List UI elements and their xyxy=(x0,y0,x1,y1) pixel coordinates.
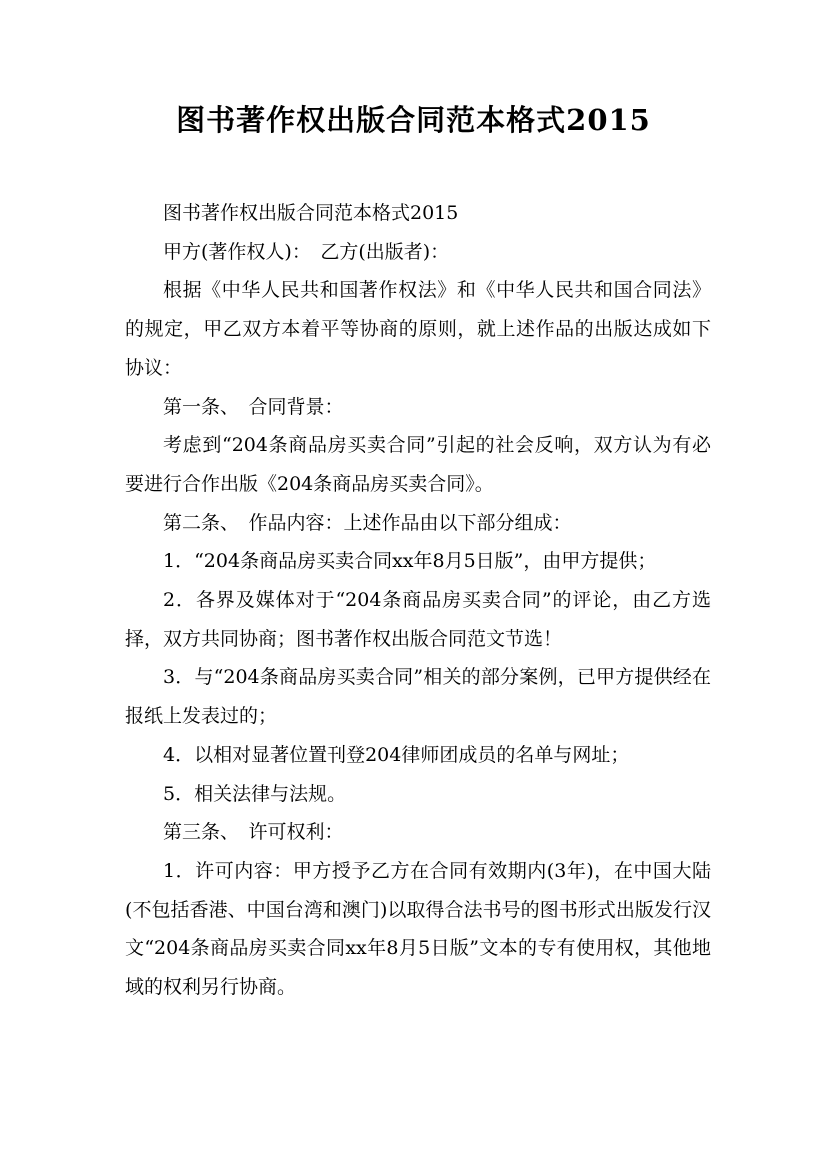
list-item: 1．许可内容：甲方授予乙方在合同有效期内(3年)，在中国大陆(不包括香港、中国台湾和澳门)以取得合法书号的图书形式出版发行汉文“204条商品房买卖合同xx年8月5日版”文本的专有使用权，其他地域的权利另行协商。 xyxy=(125,859,711,999)
document-body xyxy=(125,194,711,1007)
paragraph: 图书著作权出版合同范本格式2015 xyxy=(163,202,459,224)
paragraph: 考虑到“204条商品房买卖合同”引起的社会反响，双方认为有必要进行合作出版《204条商品房买卖合同》。 xyxy=(125,434,711,495)
list-item: 2．各界及媒体对于“204条商品房买卖合同”的评论，由乙方选择，双方共同协商；图书著作权出版合同范文节选！ xyxy=(125,589,711,650)
list-item: 5．相关法律与法规。 xyxy=(163,782,347,805)
document-title: 图书著作权出版合同范本格式2015 xyxy=(176,103,651,137)
paragraph: 甲方(著作权人)： 乙方(出版者)： xyxy=(163,240,450,263)
list-item: 1．“204条商品房买卖合同xx年8月5日版”，由甲方提供； xyxy=(163,550,657,573)
paragraph: 根据《中华人民共和国著作权法》和《中华人民共和国合同法》的规定，甲乙双方本着平等协商的原则，就上述作品的出版达成如下协议： xyxy=(125,279,711,379)
section-heading: 第三条、 许可权利： xyxy=(163,821,344,844)
list-item: 3．与“204条商品房买卖合同”相关的部分案例，已甲方提供经在报纸上发表过的； xyxy=(125,666,711,728)
section-heading: 第二条、 作品内容：上述作品由以下部分组成： xyxy=(163,511,572,534)
list-item: 4．以相对显著位置刊登204律师团成员的名单与网址； xyxy=(163,743,630,766)
section-heading: 第一条、 合同背景： xyxy=(163,395,344,418)
